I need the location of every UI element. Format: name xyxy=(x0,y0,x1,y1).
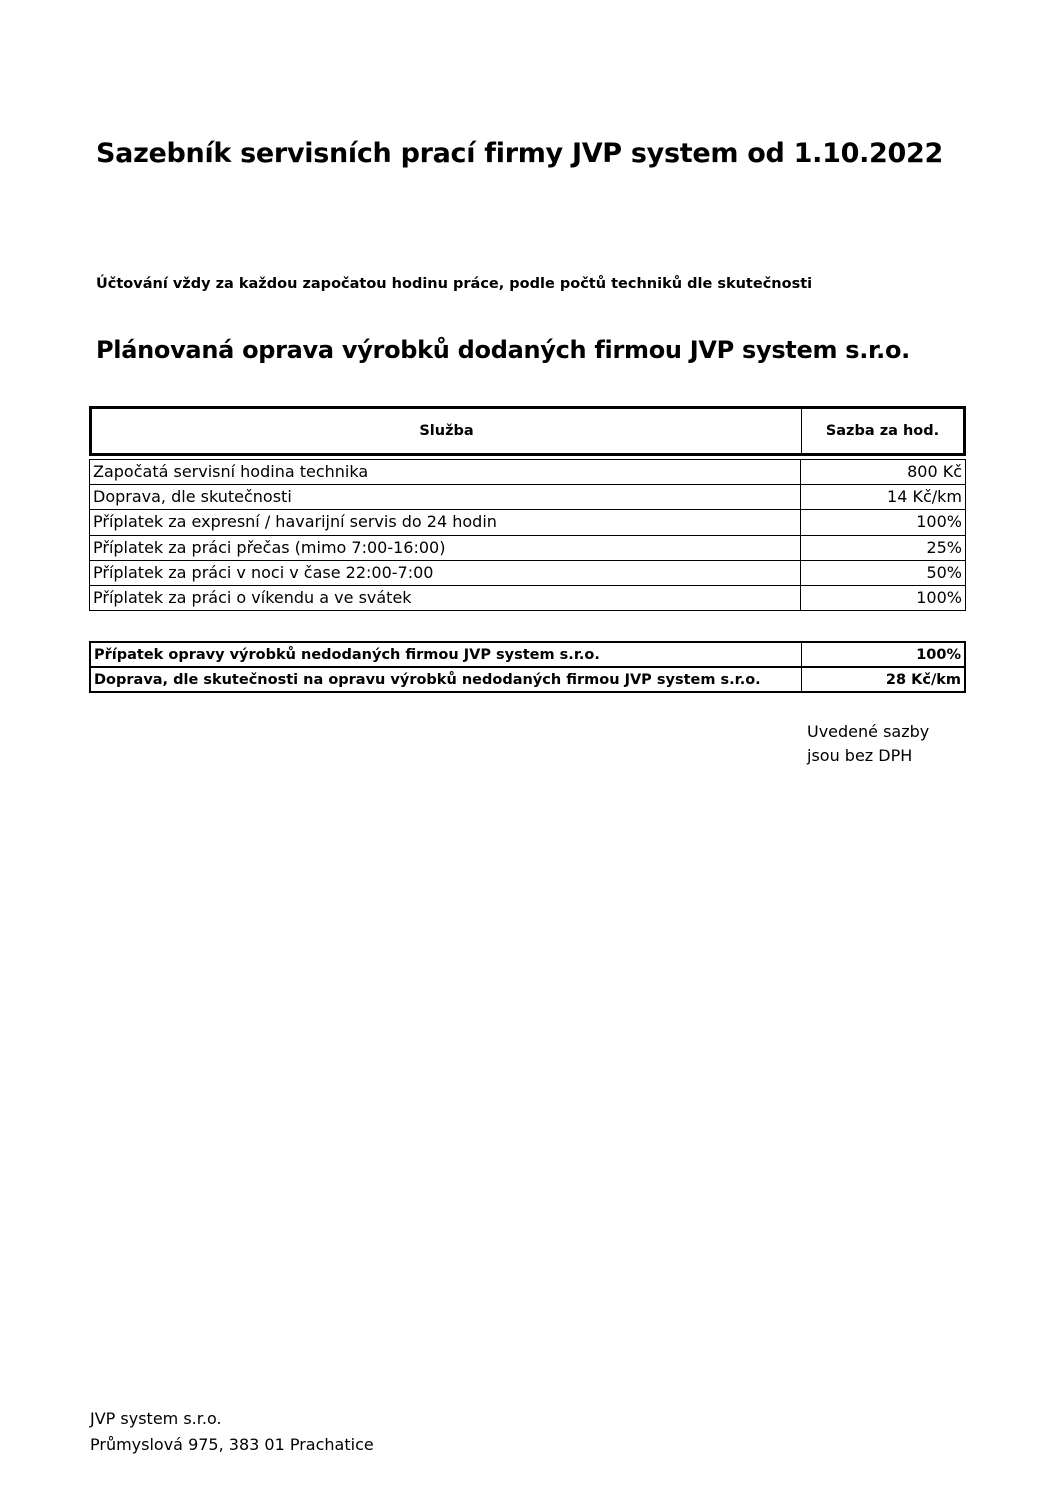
vat-note xyxy=(807,720,929,768)
table-row xyxy=(89,586,966,611)
table-row xyxy=(89,643,966,668)
service-cell: Příplatek za práci přečas (mimo 7:00-16:00) xyxy=(90,536,801,560)
extra-rates-table-body xyxy=(89,641,966,693)
vat-note-line: jsou bez DPH xyxy=(807,746,913,765)
rate-cell: 100% xyxy=(801,510,966,534)
footer-address xyxy=(90,1406,374,1458)
company-name: JVP system s.r.o. xyxy=(90,1409,222,1428)
rate-cell: 14 Kč/km xyxy=(801,485,966,509)
vat-note-line: Uvedené sazby xyxy=(807,722,930,741)
service-cell: Doprava, dle skutečnosti na opravu výrobků nedodaných firmou JVP system s.r.o. xyxy=(91,668,802,691)
table-row xyxy=(89,668,966,693)
rates-table-header xyxy=(89,406,966,456)
service-cell: Doprava, dle skutečnosti xyxy=(90,485,801,509)
extra-rates-table xyxy=(89,641,966,693)
company-address: Průmyslová 975, 383 01 Prachatice xyxy=(90,1435,374,1454)
rates-table xyxy=(89,406,966,611)
service-cell: Započatá servisní hodina technika xyxy=(90,460,801,484)
billing-note: Účtování vždy za každou započatou hodinu práce, podle počtů techniků dle skutečnosti xyxy=(96,276,813,292)
rate-cell: 100% xyxy=(801,586,966,610)
section-title: Plánovaná oprava výrobků dodaných firmou JVP system s.r.o. xyxy=(96,336,910,364)
table-row xyxy=(89,561,966,586)
rate-cell: 800 Kč xyxy=(801,460,966,484)
rates-table-body xyxy=(89,459,966,611)
service-cell: Příplatek za práci v noci v čase 22:00-7:00 xyxy=(90,561,801,585)
table-row xyxy=(89,510,966,535)
service-cell: Příplatek za práci o víkendu a ve svátek xyxy=(90,586,801,610)
table-row xyxy=(89,485,966,510)
header-rate: Sazba za hod. xyxy=(825,423,940,439)
page-title: Sazebník servisních prací firmy JVP system od 1.10.2022 xyxy=(96,138,943,169)
table-row xyxy=(89,460,966,485)
rate-cell: 28 Kč/km xyxy=(802,668,966,691)
service-cell: Přípatek opravy výrobků nedodaných firmou JVP system s.r.o. xyxy=(91,643,802,666)
service-cell: Příplatek za expresní / havarijní servis do 24 hodin xyxy=(90,510,801,534)
rate-cell: 25% xyxy=(801,536,966,560)
table-row xyxy=(89,536,966,561)
rate-cell: 100% xyxy=(802,643,966,666)
header-service: Služba xyxy=(92,409,802,453)
rate-cell: 50% xyxy=(801,561,966,585)
